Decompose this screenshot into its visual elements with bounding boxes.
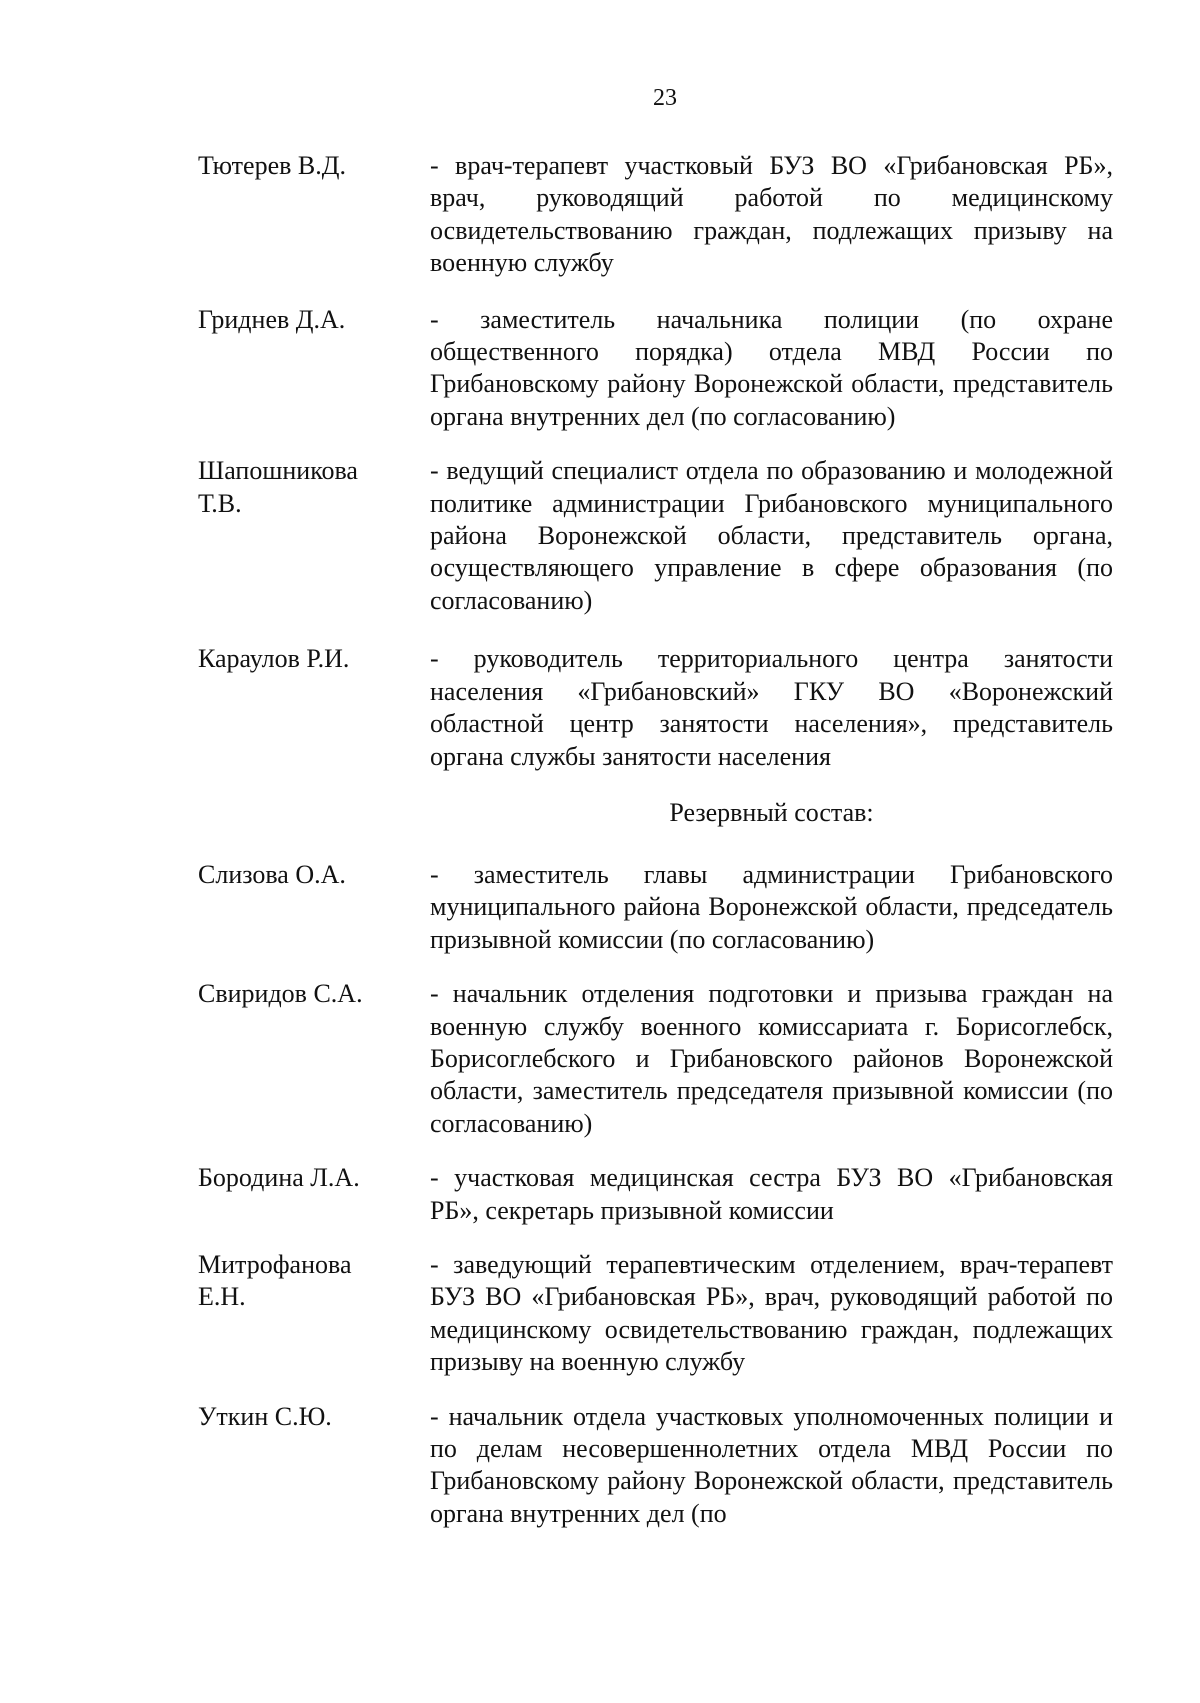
- member-description: - участковая медицинская сестра БУЗ ВО «Грибановская РБ», секретарь призывной комиссии: [430, 1163, 1113, 1225]
- page-number: 23: [653, 85, 677, 111]
- reserve-heading: Резервный состав:: [669, 797, 874, 827]
- commission-list: [198, 150, 1113, 1556]
- list-item: [198, 978, 1113, 1140]
- list-item: [198, 859, 1113, 956]
- member-description: - начальник отдела участковых уполномоченных полиции и по делам несовершеннолетних отдела МВД России по Грибановскому району Воронежской области, представитель органа внутренних дел (по: [430, 1401, 1113, 1528]
- list-item: [198, 1249, 1113, 1379]
- list-item: [198, 150, 1113, 280]
- member-name: Шапошникова Т.В.: [198, 456, 358, 518]
- list-item: [198, 455, 1113, 617]
- member-name: Свиридов С.А.: [198, 979, 363, 1009]
- member-name: Митрофанова Е.Н.: [198, 1249, 352, 1312]
- list-item: [198, 643, 1113, 773]
- member-description: - руководитель территориального центра занятости населения «Грибановский» ГКУ ВО «Воронежский областной центр занятости населения», представитель органа службы занятости населения: [430, 644, 1113, 771]
- member-name: Тютерев В.Д.: [198, 151, 346, 180]
- member-name: Караулов Р.И.: [198, 644, 350, 674]
- list-item: [198, 1401, 1113, 1531]
- member-description: - начальник отделения подготовки и призыва граждан на военную службу военного комиссариата г. Борисоглебск, Борисоглебского и Грибановского районов Воронежской области, заместитель председателя призывной комиссии (по согласованию): [430, 979, 1113, 1138]
- member-description: - заместитель главы администрации Грибановского муниципального района Воронежской области, председатель призывной комиссии (по согласованию): [430, 859, 1113, 954]
- member-description: - ведущий специалист отдела по образованию и молодежной политике администрации Грибановского муниципального района Воронежской области, представитель органа, осуществляющего управление в сфере образования (по согласованию): [430, 456, 1113, 615]
- member-name: Гриднев Д.А.: [198, 304, 346, 334]
- member-name: Бородина Л.А.: [198, 1163, 360, 1193]
- member-description: - заместитель начальника полиции (по охране общественного порядка) отдела МВД России по Грибановскому району Воронежской области, представитель органа внутренних дел (по согласованию): [430, 304, 1113, 431]
- list-item: [198, 1162, 1113, 1227]
- member-description: - заведующий терапевтическим отделением, врач-терапевт БУЗ ВО «Грибановская РБ», врач, руководящий работой по медицинскому освидетельствованию граждан, подлежащих призыву на военную службу: [430, 1249, 1113, 1377]
- list-item: [198, 304, 1113, 434]
- member-name: Слизова О.А.: [198, 859, 346, 889]
- member-name: Уткин С.Ю.: [198, 1401, 332, 1431]
- member-description: - врач-терапевт участковый БУЗ ВО «Грибановская РБ», врач, руководящий работой по медицинскому освидетельствованию граждан, подлежащих призыву на военную службу: [430, 151, 1113, 278]
